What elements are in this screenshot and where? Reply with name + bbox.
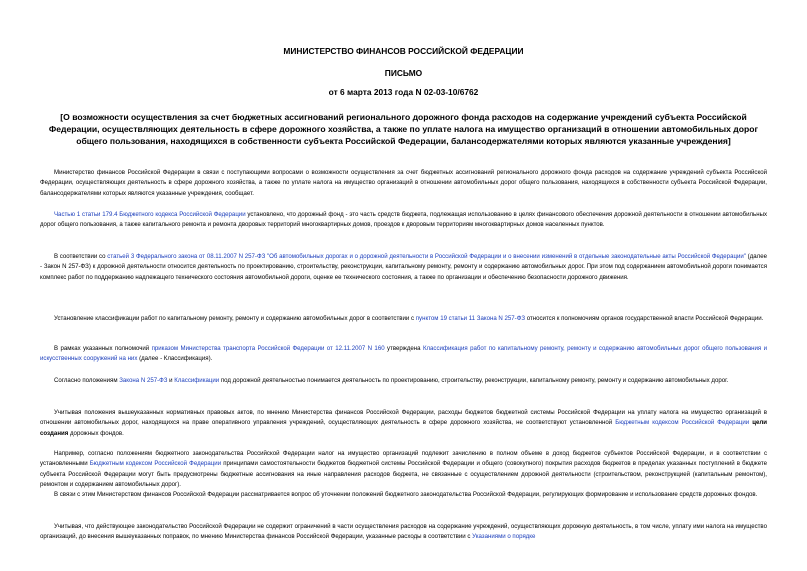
- ministry-order-link[interactable]: приказом Министерства транспорта Российской Федерации от 12.11.2007 N 160: [151, 345, 385, 352]
- paragraph-text: Учитывая положения вышеуказанных нормативных правовых актов, по мнению Министерства финансов Российской Федерации, расходы бюджетов бюджетной системы Российской Федерации на уплату налога на имущество организаций в отношении автомобильных дорог, находящихся на праве оперативного управления учреждений, осуществляющих деятельность в сфере дорожного хозяйства, не соответствуют установленной: [40, 409, 767, 427]
- paragraph-text: под дорожной деятельностью понимается деятельность по проектированию, строительству, реконструкции, капитальному ремонту, ремонту и содержанию автомобильных дорог.: [219, 377, 729, 384]
- paragraph-text: (далее - Классификация).: [137, 355, 213, 363]
- paragraph-8: [40, 449, 767, 491]
- document-subject: [О возможности осуществления за счет бюджетных ассигнований регионального дорожного фонда расходов на содержание учреждений субъекта Российской Федерации, осуществляющих деятельность в сфере дорожного хозяйства, а также по уплате налога на имущество организаций в отношении автомобильных дорог общего пользования, находящихся в собственности субъекта Российской Федерации, балансодержателями которых являются указанные учреждения]: [48, 112, 759, 147]
- paragraph-text: Учитывая, что действующее законодательство Российской Федерации не содержит ограничений в части осуществления расходов на содержание учреждений, осуществляющих дорожную деятельность, в том числе, уплату ими налога на имущество организаций, до внесения вышеуказанных поправок, по мнению Министерства финансов Российской Федерации, указанные расходы в соответствии с: [40, 523, 767, 541]
- paragraph-text: Установление классификации работ по капитальному ремонту, ремонту и содержанию автомобильных дорог в соответствии с: [54, 315, 416, 322]
- paragraph-6: [40, 376, 767, 386]
- paragraph-text: Согласно положениям: [54, 377, 120, 384]
- paragraph-9: [40, 490, 767, 500]
- law-257-link[interactable]: Закона N 257-ФЗ: [119, 377, 168, 384]
- paragraph-text: утверждена: [384, 345, 423, 352]
- paragraph-text: (далее - Закон N 257-ФЗ) к дорожной деятельности относится деятельность по проектированию, строительству, реконструкции, капитальному ремонту, ремонту и содержанию автомобильных дорог. При этом под содержанием автомобильной дороги понимается комплекс работ по поддержанию надлежащего технического состояния автомобильной дороги, оценке ее технического состояния, а также по организации и обеспечению безопасности дорожного движения.: [40, 253, 767, 281]
- paragraph-text: установлено, что дорожный фонд - это часть средств бюджета, подлежащая использованию в целях финансового обеспечения дорожной деятельности в отношении автомобильных дорог общего пользования, а также капитального ремонта и ремонта дворовых территорий многоквартирных домов, проездов к дворовым территориям многоквартирных домов населенных пунктов.: [40, 211, 767, 229]
- paragraph-text: В связи с этим Министерством финансов Российской Федерации рассматривается вопрос об уточнении положений бюджетного законодательства Российской Федерации, регулирующих формирование и использование средств дорожных фондов.: [54, 491, 758, 498]
- paragraph-text: и: [167, 377, 175, 384]
- organization-heading: МИНИСТЕРСТВО ФИНАНСОВ РОССИЙСКОЙ ФЕДЕРАЦИИ: [283, 46, 524, 56]
- paragraph-text: Министерство финансов Российской Федерации в связи с поступающими вопросами о возможности осуществления за счет бюджетных ассигнований регионального дорожного фонда расходов на содержание учреждений субъекта Российской Федерации, осуществляющих деятельность в сфере дорожного хозяйства, а также по уплате налога на имущество организаций в отношении автомобильных дорог общего пользования, находящихся в собственности субъекта Российской Федерации, балансодержателями которых являются указанные учреждения, сообщает.: [40, 169, 767, 197]
- paragraph-4: [40, 314, 767, 324]
- paragraph-7: [40, 408, 767, 439]
- classification-link[interactable]: Классификация работ по капитальному ремонту, ремонту и содержанию автомобильных дорог общего пользования и искусственных сооружений на них: [40, 345, 767, 363]
- paragraph-text: принципами самостоятельности бюджетов бюджетной системы Российской Федерации и общего (совокупного) покрытия расходов бюджетов в пределах указанных поступлений в бюджете субъекта Российской Федерации могут быть предусмотрены бюджетные ассигнования на иные направления расходов бюджета, не связанные с осуществлением дорожной деятельности (строительством, реконструкцией (капитальным ремонтом), ремонтом и содержанием автомобильных дорог).: [40, 460, 767, 489]
- federal-law-article-link[interactable]: статьей 3 Федерального закона от 08.11.2007 N 257-ФЗ "Об автомобильных дорогах и о дорожной деятельности в Российской Федерации и о внесении изменений в отдельные законодательные акты Российской Федерации": [107, 253, 746, 260]
- budget-code-article-link[interactable]: Частью 1 статьи 179.4 Бюджетного кодекса Российской Федерации: [54, 211, 246, 218]
- paragraph-3: [40, 252, 767, 283]
- instructions-link[interactable]: Указаниями о порядке: [472, 533, 536, 541]
- paragraph-2: [40, 210, 767, 231]
- budget-code-link-2[interactable]: Бюджетным кодексом Российской Федерации: [89, 460, 222, 468]
- paragraph-text: относится к полномочиям органов государственной власти Российской Федерации.: [525, 315, 764, 322]
- classification-link-2[interactable]: Классификации: [174, 377, 220, 384]
- document-type: ПИСЬМО: [384, 68, 423, 78]
- paragraph-text: Например, согласно положениям бюджетного законодательства Российской Федерации налог на имущество организаций подлежит зачислению в полном объеме в доход бюджетов субъектов Российской Федерации, и в соответствии с установленными: [40, 450, 767, 468]
- law-clause-link[interactable]: пунктом 19 статьи 11 Закона N 257-ФЗ: [415, 315, 526, 322]
- budget-code-link[interactable]: Бюджетным кодексом Российской Федерации: [615, 419, 750, 427]
- paragraph-1: [40, 168, 767, 199]
- paragraph-text: В рамках указанных полномочий: [54, 345, 152, 352]
- document-date: от 6 марта 2013 года N 02-03-10/6762: [328, 87, 479, 97]
- paragraph-text: дорожных фондов.: [68, 429, 124, 437]
- emphasis-text: цели создания: [40, 419, 767, 437]
- paragraph-10: [40, 522, 767, 543]
- paragraph-text: В соответствии со: [54, 253, 108, 260]
- paragraph-5: [40, 344, 767, 365]
